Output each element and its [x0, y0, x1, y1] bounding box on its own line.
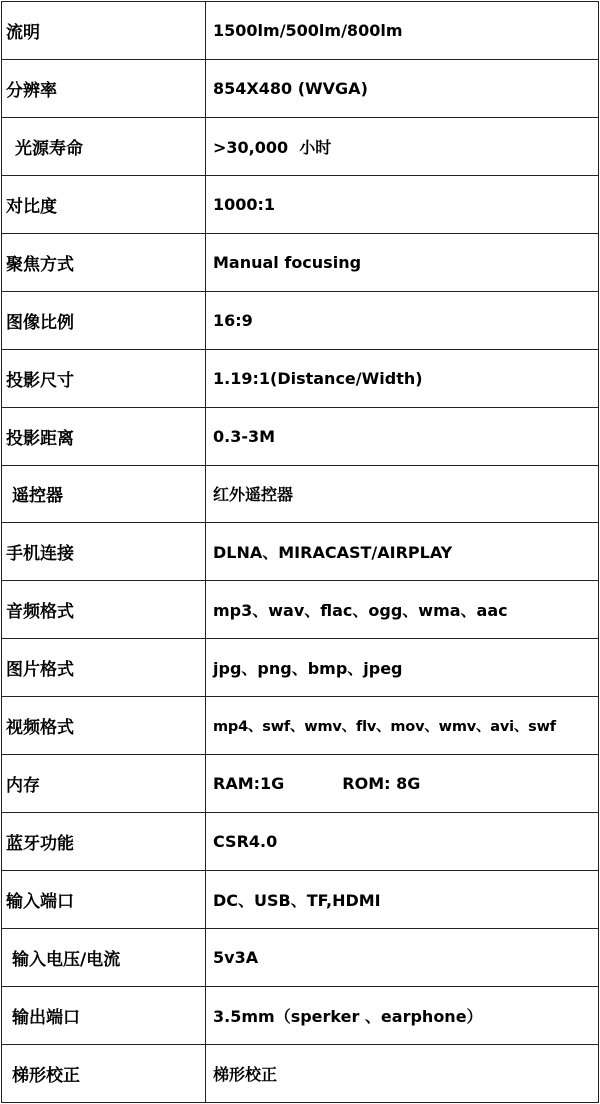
table-row — [2, 871, 599, 929]
spec-value-phone-connection: DLNA、MIRACAST/AIRPLAY — [206, 523, 599, 581]
spec-value-throw-distance: 0.3-3M — [206, 407, 599, 465]
spec-value-throw-ratio: 1.19:1(Distance/Width) — [206, 349, 599, 407]
spec-value-keystone: 梯形校正 — [206, 1044, 599, 1102]
spec-value-focus: Manual focusing — [206, 233, 599, 291]
table-row — [2, 291, 599, 349]
table-row — [2, 813, 599, 871]
spec-table — [1, 1, 599, 1103]
spec-label-throw-ratio: 投影尺寸 — [2, 349, 206, 407]
spec-value-lumens: 1500lm/500lm/800lm — [206, 2, 599, 60]
spec-label-bluetooth: 蓝牙功能 — [2, 813, 206, 871]
spec-label-audio-formats: 音频格式 — [2, 581, 206, 639]
spec-value-bluetooth: CSR4.0 — [206, 813, 599, 871]
spec-value-video-formats: mp4、swf、wmv、flv、mov、wmv、avi、swf — [206, 697, 599, 755]
spec-label-video-formats: 视频格式 — [2, 697, 206, 755]
spec-value-resolution: 854X480 (WVGA) — [206, 59, 599, 117]
table-row — [2, 175, 599, 233]
table-row — [2, 2, 599, 60]
table-row — [2, 1044, 599, 1102]
spec-label-keystone: 梯形校正 — [2, 1044, 206, 1102]
spec-value-aspect-ratio: 16:9 — [206, 291, 599, 349]
spec-label-lumens: 流明 — [2, 2, 206, 60]
spec-label-focus: 聚焦方式 — [2, 233, 206, 291]
spec-label-lamp-life: 光源寿命 — [2, 117, 206, 175]
table-row — [2, 233, 599, 291]
spec-value-output-ports: 3.5mm（sperker 、earphone） — [206, 986, 599, 1044]
table-row — [2, 929, 599, 987]
spec-label-image-formats: 图片格式 — [2, 639, 206, 697]
table-row — [2, 986, 599, 1044]
spec-label-phone-connection: 手机连接 — [2, 523, 206, 581]
table-row — [2, 523, 599, 581]
table-row — [2, 117, 599, 175]
table-row — [2, 581, 599, 639]
spec-value-rom: ROM: 8G — [342, 774, 421, 794]
table-row — [2, 465, 599, 523]
table-row — [2, 697, 599, 755]
table-row — [2, 755, 599, 813]
spec-value-contrast: 1000:1 — [206, 175, 599, 233]
table-row — [2, 349, 599, 407]
spec-label-contrast: 对比度 — [2, 175, 206, 233]
spec-value-input-ports: DC、USB、TF,HDMI — [206, 871, 599, 929]
spec-label-output-ports: 输出端口 — [2, 986, 206, 1044]
spec-label-memory: 内存 — [2, 755, 206, 813]
spec-value-remote: 红外遥控器 — [206, 465, 599, 523]
spec-label-resolution: 分辨率 — [2, 59, 206, 117]
spec-label-remote: 遥控器 — [2, 465, 206, 523]
table-row — [2, 639, 599, 697]
table-row — [2, 407, 599, 465]
spec-value-audio-formats: mp3、wav、flac、ogg、wma、aac — [206, 581, 599, 639]
spec-value-image-formats: jpg、png、bmp、jpeg — [206, 639, 599, 697]
spec-label-throw-distance: 投影距离 — [2, 407, 206, 465]
spec-value-input-voltage: 5v3A — [206, 929, 599, 987]
spec-label-input-ports: 输入端口 — [2, 871, 206, 929]
spec-label-input-voltage: 输入电压/电流 — [2, 929, 206, 987]
table-row — [2, 59, 599, 117]
spec-value-lamp-life: >30,000 小时 — [206, 117, 599, 175]
spec-value-ram: RAM:1G — [213, 774, 285, 794]
spec-value-memory — [206, 755, 599, 813]
spec-label-aspect-ratio: 图像比例 — [2, 291, 206, 349]
